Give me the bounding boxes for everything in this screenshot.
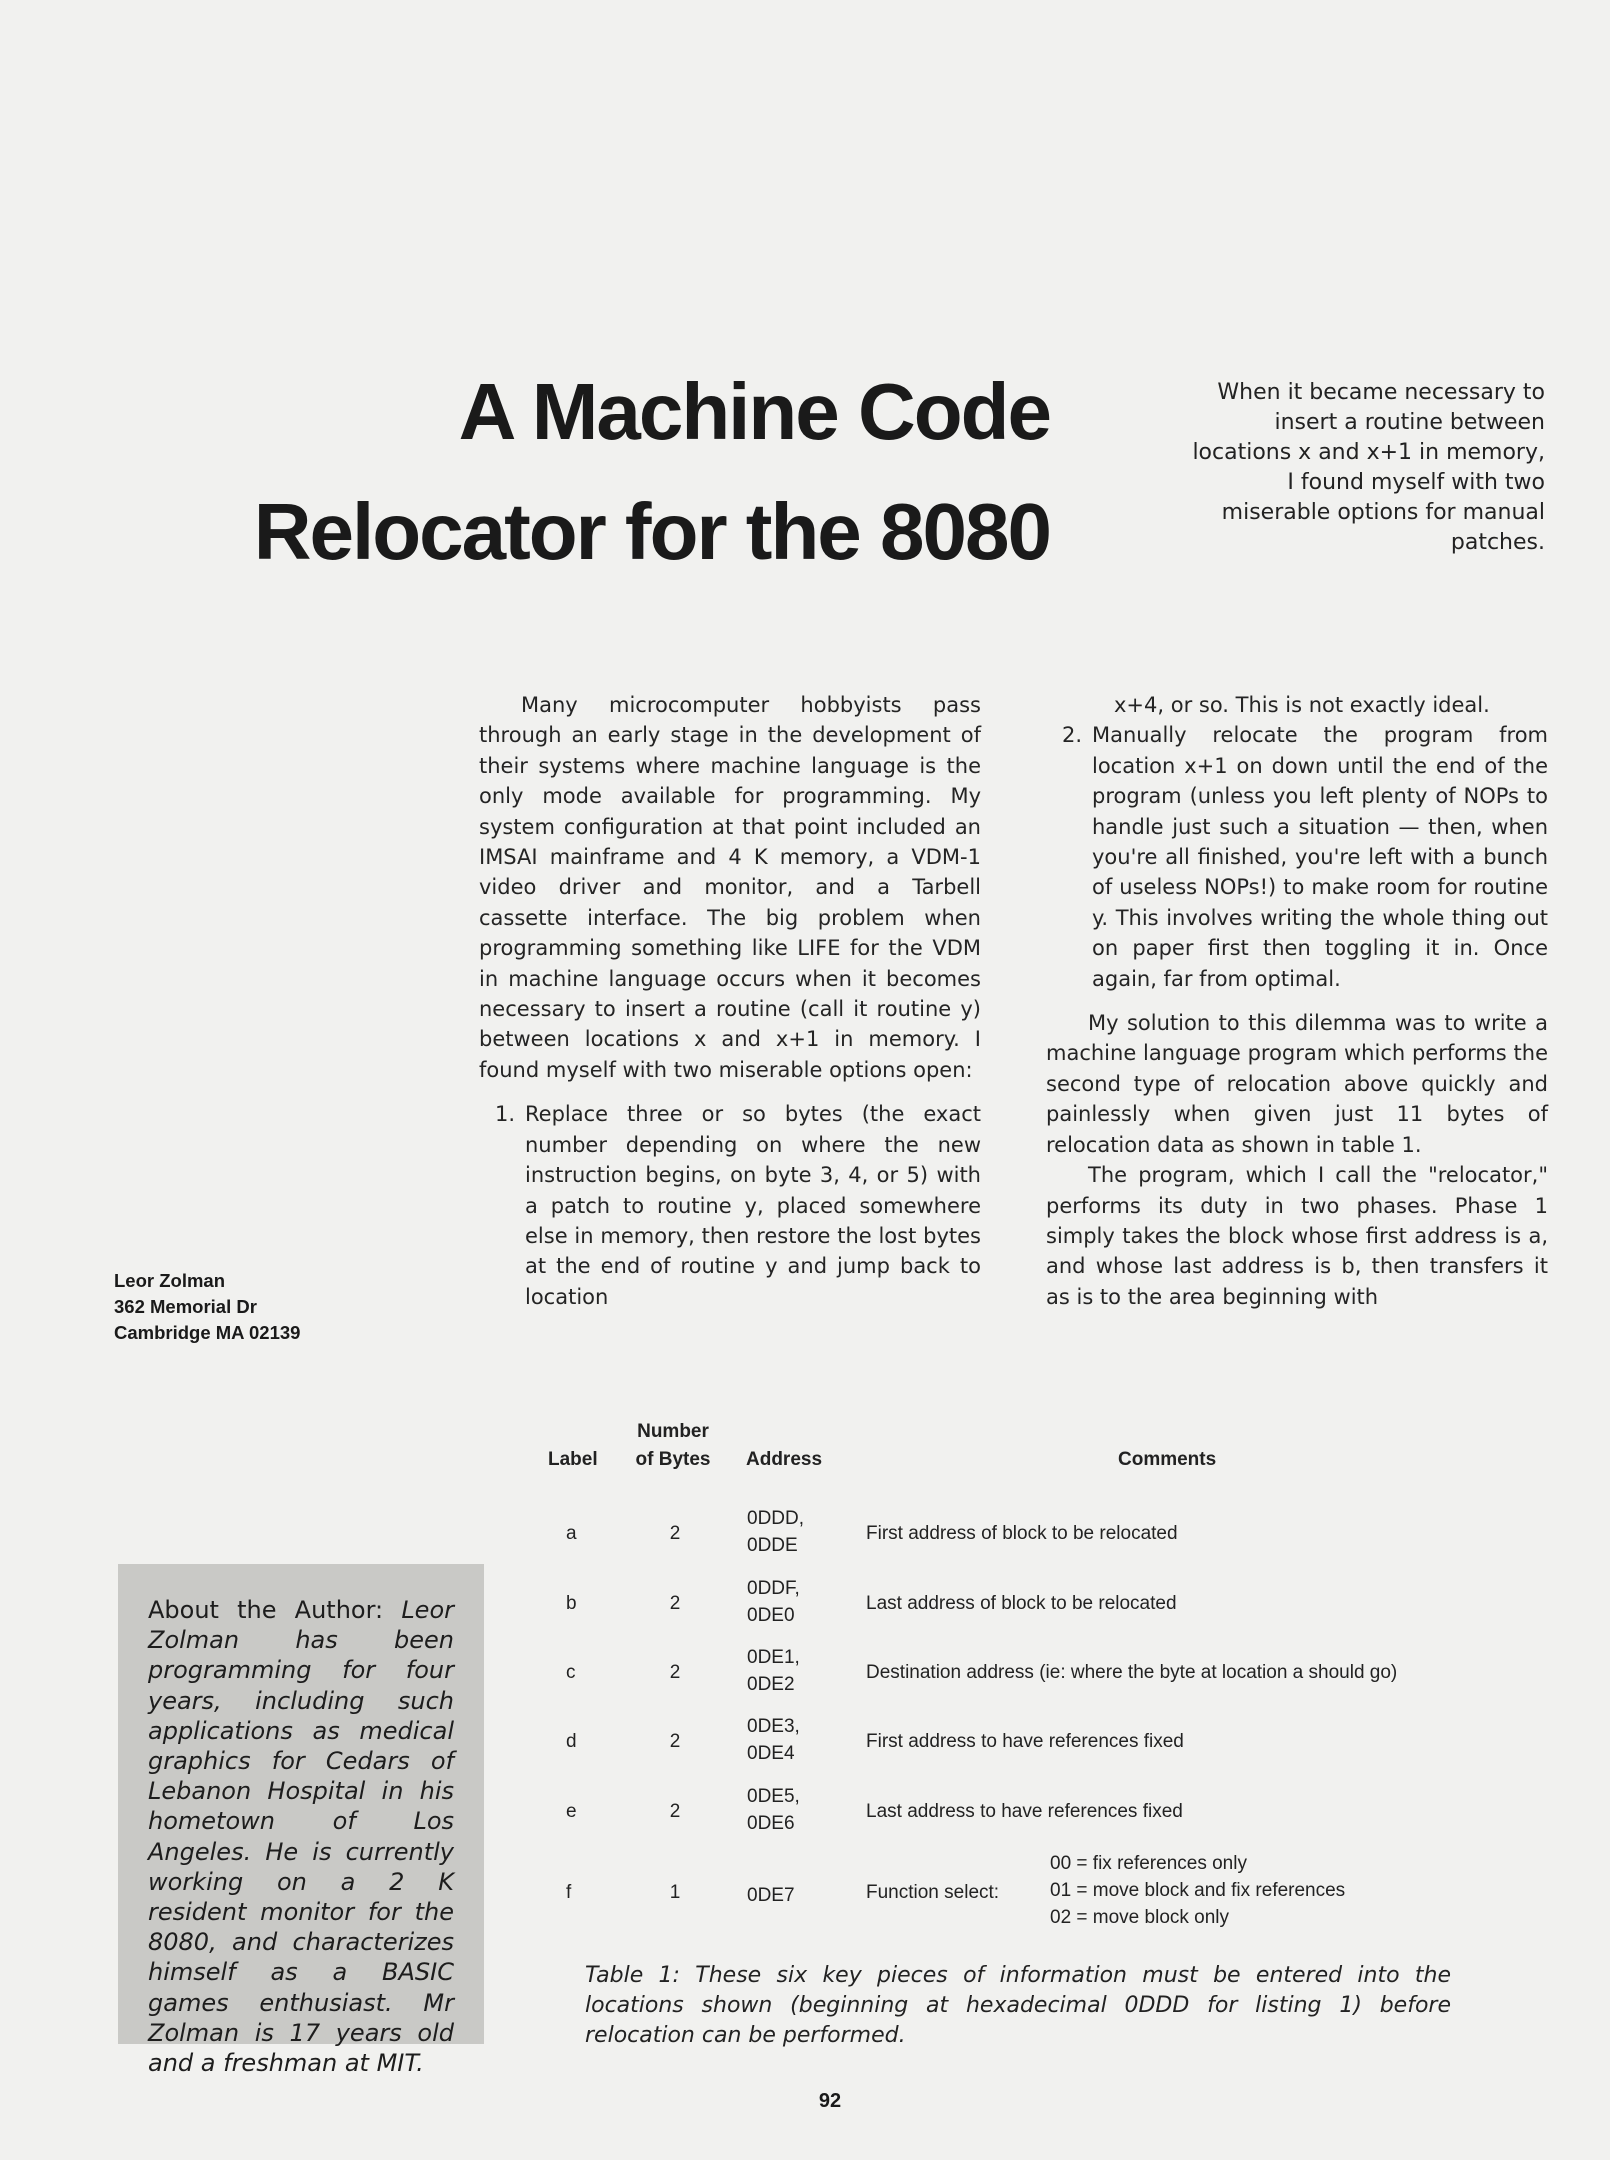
row-bytes: 2 [669,1801,681,1822]
table-row [0,1783,1610,1843]
table-row [0,1644,1610,1704]
table-row [0,1575,1610,1635]
row-address-1: 0DE1, [747,1647,800,1668]
function-select-options [1050,1850,1345,1931]
author-name: Leor Zolman [114,1270,226,1291]
row-address [747,1644,800,1698]
body-paragraph: My solution to this dilemma was to write a machine language program which performs the second type of relocation above quickly and painlessly when given just 11 bytes of relocation data as shown in table 1. [1046,1011,1548,1157]
author-byline [114,1268,414,1346]
row-bytes: 2 [669,1662,681,1683]
function-option: 01 = move block and fix references [1050,1880,1346,1901]
row-address-2: 0DE0 [747,1605,795,1626]
body-column-2 [1046,690,1548,1312]
row-comment: Function select: [866,1882,1000,1903]
row-comment: First address to have references fixed [866,1731,1184,1752]
row-label: c [566,1662,576,1683]
table-header-bytes [628,1418,718,1474]
about-text: Leor Zolman has been programming for four years, including such applications as medical graphics for Cedars of Lebanon Hospital in his hometown of Los Angeles. He is currently working on a 2 K resident monitor for the 8080, and characterizes himself as a BASIC games enthusiast. Mr Zolman is 17 years old and a freshman at MIT. [148,1596,454,2078]
function-option: 02 = move block only [1050,1907,1230,1928]
row-bytes: 2 [669,1523,681,1544]
row-address-2: 0DE4 [747,1743,795,1764]
row-address [747,1882,795,1909]
row-address-1: 0DDD, [747,1508,805,1529]
list-item-number: 1. [494,1102,515,1127]
row-comment: Destination address (ie: where the byte at location a should go) [866,1662,1398,1683]
row-address [747,1575,800,1629]
title-line-2: Relocator for the 8080 [253,487,1050,576]
row-address-1: 0DE5, [747,1786,800,1807]
row-address-2: 0DE6 [747,1813,795,1834]
row-comment: Last address of block to be relocated [866,1593,1177,1614]
page-number: 92 [818,2090,842,2112]
row-label: a [566,1523,577,1544]
table-header-bytes-line2: of Bytes [635,1449,711,1470]
row-comment: Last address to have references fixed [866,1801,1183,1822]
row-address-1: 0DE3, [747,1716,800,1737]
list-item-text: Manually relocate the program from location x+1 on down until the end of the program (unless you left plenty of NOPs to handle just such a situation — then, when you're all finished, you're left with a bunch of useless NOPs!) to make room for routine y. This involves writing the whole thing out on paper first then toggling it in. Once again, far from optimal. [1092,723,1548,991]
table-header-label: Label [548,1449,598,1470]
row-bytes: 2 [669,1593,681,1614]
list-item-text: Replace three or so bytes (the exact number depending on where the new instruction begins, on byte 3, 4, or 5) with a patch to routine y, placed somewhere else in memory, then restore the lost bytes at the end of routine y and jump back to location [525,1102,981,1309]
row-address [747,1713,800,1767]
list-item [1046,720,1548,994]
body-column-1 [479,690,981,1312]
function-option: 00 = fix references only [1050,1853,1247,1874]
article-title [100,352,1050,592]
row-address-1: 0DDF, [747,1578,800,1599]
body-paragraph: The program, which I call the "relocator," performs its duty in two phases. Phase 1 simply takes the block whose first address is a, and whose last address is b, then transfers it as is to the area beginning with [1046,1163,1548,1309]
row-address-2: 0DE2 [747,1674,795,1695]
body-paragraph: Many microcomputer hobbyists pass through an early stage in the development of their systems where machine language is the only mode available for programming. My system configuration at that point included an IMSAI mainframe and 4 K memory, a VDM-1 video driver and monitor, and a Tarbell cassette interface. The big problem when programming something like LIFE for the VDM in machine language occurs when it becomes necessary to insert a routine (call it routine y) between locations x and x+1 in memory. I found myself with two miserable options open: [479,693,981,1082]
table-header-bytes-line1: Number [637,1421,709,1442]
row-label: e [566,1801,577,1822]
about-lead: About the Author: [148,1596,384,1624]
list-item-continuation: x+4, or so. This is not exactly ideal. [1114,693,1490,717]
row-bytes: 1 [669,1882,681,1903]
author-street: 362 Memorial Dr [114,1296,257,1317]
table-row [0,1713,1610,1773]
table-caption: Table 1: These six key pieces of information must be entered into the locations shown (beginning at hexadecimal 0DDD for listing 1) before relocation can be performed. [585,1963,1451,2048]
title-line-1: A Machine Code [458,367,1050,456]
options-list [479,1099,981,1312]
row-label: b [566,1593,577,1614]
row-address-2: 0DDE [747,1535,798,1556]
row-label: f [566,1882,572,1903]
table-row [0,1505,1610,1565]
article-deck: When it became necessary to insert a routine between locations x and x+1 in memory, I found myself with two miserable options for manual patches. [1192,380,1545,555]
table-header-comments: Comments [1118,1449,1217,1470]
author-city: Cambridge MA 02139 [114,1322,301,1343]
row-address-1: 0DE7 [747,1885,795,1906]
list-item-number: 2. [1061,723,1082,748]
row-address [747,1505,804,1559]
table-row [0,1864,1610,1924]
list-item [479,1099,981,1312]
table-header-address: Address [746,1449,823,1470]
row-bytes: 2 [669,1731,681,1752]
row-label: d [566,1731,577,1752]
row-address [747,1783,800,1837]
row-comment: First address of block to be relocated [866,1523,1178,1544]
options-list-continued [1046,720,1548,994]
